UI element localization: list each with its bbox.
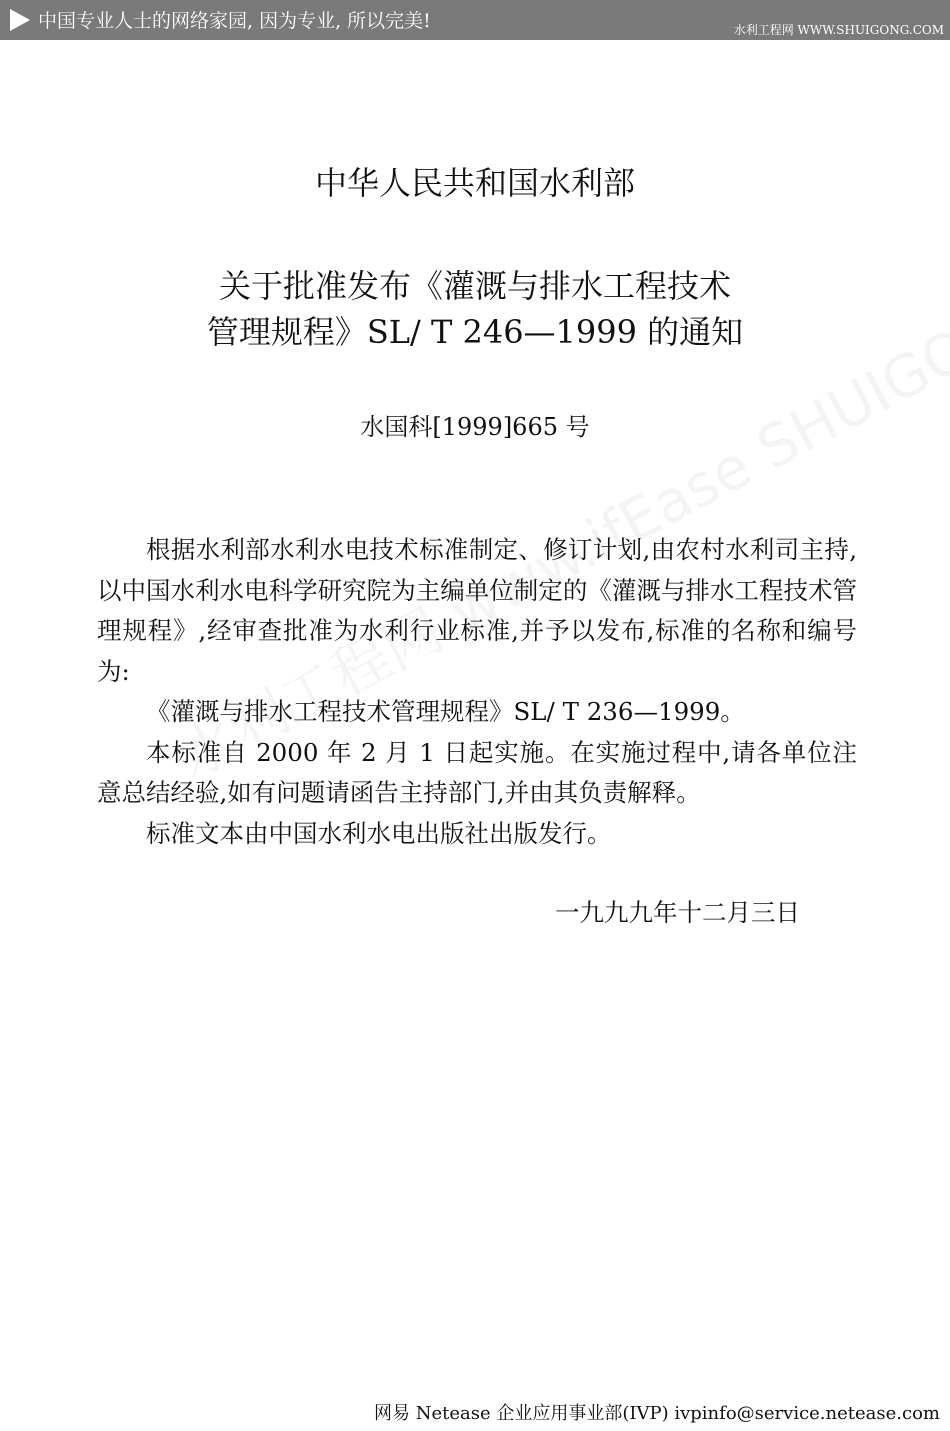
body-paragraph: 《灌溉与排水工程技术管理规程》SL/ T 236—1999。 bbox=[146, 697, 745, 726]
notice-title-line-2: 管理规程》SL/ T 246—1999 的通知 bbox=[206, 313, 744, 351]
notice-body bbox=[97, 530, 857, 854]
document-number: 水国科[1999]665 号 bbox=[360, 413, 590, 441]
notice-title-line-1: 关于批准发布《灌溉与排水工程技术 bbox=[218, 267, 731, 305]
banner-slogan: 中国专业人士的网络家园, 因为专业, 所以完美! bbox=[38, 10, 431, 32]
notice-title bbox=[0, 263, 950, 355]
banner-site-name: 水利工程网 WWW.SHUIGONG.COM bbox=[733, 23, 944, 37]
top-banner bbox=[0, 0, 950, 40]
body-paragraph: 根据水利部水利水电技术标准制定、修订计划,由农村水利司主持,以中国水利水电科学研究院为主编单位制定的《灌溉与排水工程技术管理规程》,经审查批准为水利行业标准,并予以发布,标准的名称和编号为: bbox=[97, 535, 857, 686]
footer-credit: 网易 Netease 企业应用事业部(IVP) ivpinfo@service.netease.com bbox=[374, 1403, 940, 1424]
body-paragraph: 本标准自 2000 年 2 月 1 日起实施。在实施过程中,请各单位注意总结经验,如有问题请函告主持部门,并由其负责解释。 bbox=[97, 737, 857, 807]
play-arrow-icon bbox=[10, 9, 30, 31]
issuing-ministry: 中华人民共和国水利部 bbox=[314, 164, 635, 202]
body-paragraph: 标准文本由中国水利水电出版社出版发行。 bbox=[146, 818, 612, 848]
issue-date: 一九九九年十二月三日 bbox=[555, 898, 800, 927]
